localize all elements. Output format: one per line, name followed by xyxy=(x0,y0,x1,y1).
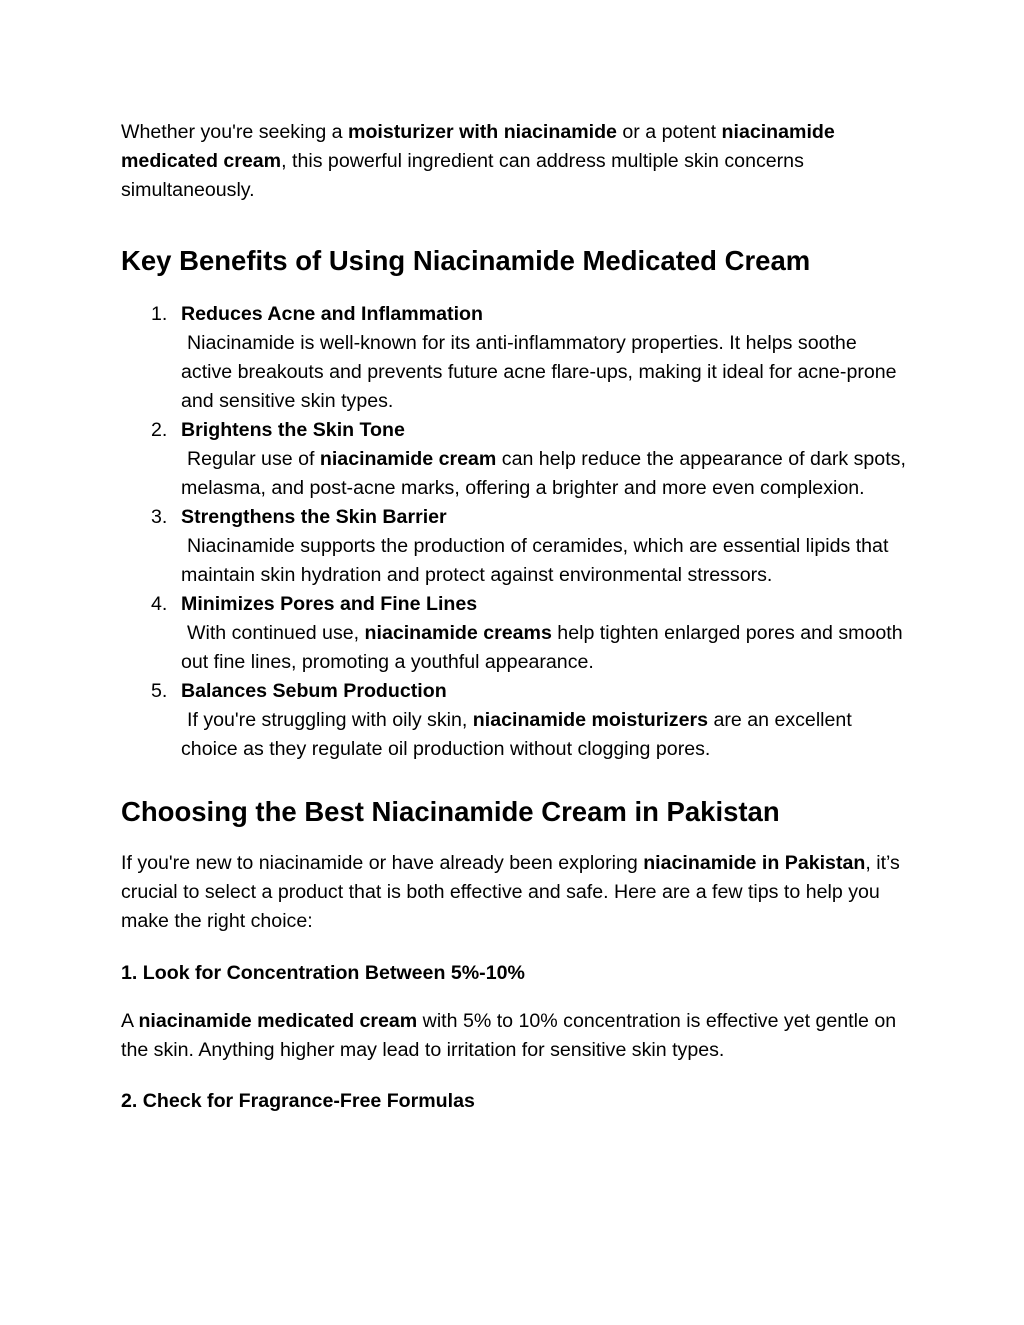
intro-text: , this powerful ingredient can address multiple skin concerns simultaneously. xyxy=(121,150,804,201)
benefit-text: Regular use of xyxy=(187,448,320,470)
benefit-description xyxy=(181,445,911,503)
paragraph-text: with 5% to 10% concentration is effective yet gentle on the skin. Anything higher may lead to irritation for sensitive skin types. xyxy=(121,1010,897,1061)
benefit-item xyxy=(121,503,911,590)
benefit-description xyxy=(181,329,911,416)
tip-paragraph-concentration xyxy=(121,1007,911,1065)
benefit-item xyxy=(121,590,911,677)
intro-text: Whether you're seeking a xyxy=(121,121,349,143)
benefit-item xyxy=(121,677,911,764)
document-content xyxy=(121,118,911,1116)
benefit-text: Niacinamide supports the production of ceramides, which are essential lipids that maintain skin hydration and protect against environmental stressors. xyxy=(181,535,889,586)
benefit-item xyxy=(121,300,911,416)
paragraph-text: A xyxy=(121,1010,139,1032)
benefit-keyword: niacinamide creams xyxy=(364,622,552,644)
benefit-number: 4. xyxy=(151,593,168,615)
paragraph-text: , it’s crucial to select a product that is both effective and safe. Here are a few tips to help you make the right choice: xyxy=(121,852,900,932)
benefit-title: Balances Sebum Production xyxy=(181,680,447,702)
benefit-number: 1. xyxy=(151,303,168,325)
section-heading-key-benefits: Key Benefits of Using Niacinamide Medicated Cream xyxy=(121,245,811,276)
benefit-text: If you're struggling with oily skin, xyxy=(187,709,473,731)
intro-paragraph xyxy=(121,118,911,205)
choosing-paragraph xyxy=(121,849,911,936)
benefits-list xyxy=(121,300,911,764)
paragraph-keyword: niacinamide in Pakistan xyxy=(643,852,866,874)
section-heading-choosing: Choosing the Best Niacinamide Cream in Pakistan xyxy=(121,796,780,827)
intro-keyword: niacinamide medicated cream xyxy=(121,121,835,172)
benefit-item xyxy=(121,416,911,503)
benefit-title: Reduces Acne and Inflammation xyxy=(181,303,483,325)
benefit-text: With continued use, xyxy=(187,622,365,644)
benefit-text: are an excellent choice as they regulate oil production without clogging pores. xyxy=(181,709,852,760)
benefit-number: 5. xyxy=(151,680,168,702)
benefit-number: 3. xyxy=(151,506,168,528)
benefit-keyword: niacinamide moisturizers xyxy=(472,709,708,731)
benefit-title: Minimizes Pores and Fine Lines xyxy=(181,593,478,615)
benefit-text: help tighten enlarged pores and smooth out fine lines, promoting a youthful appearance. xyxy=(181,622,903,673)
benefit-text: can help reduce the appearance of dark spots, melasma, and post-acne marks, offering a brighter and more even complexion. xyxy=(181,448,906,499)
benefit-number: 2. xyxy=(151,419,168,441)
intro-keyword: moisturizer with niacinamide xyxy=(348,121,617,143)
benefit-description xyxy=(181,619,911,677)
paragraph-text: If you're new to niacinamide or have already been exploring xyxy=(121,852,644,874)
benefit-title: Brightens the Skin Tone xyxy=(181,419,405,441)
benefit-text: Niacinamide is well-known for its anti-inflammatory properties. It helps soothe active breakouts and prevents future acne flare-ups, making it ideal for acne-prone and sensitive skin types. xyxy=(181,332,897,412)
benefit-title: Strengthens the Skin Barrier xyxy=(181,506,447,528)
benefit-description xyxy=(181,532,911,590)
benefit-keyword: niacinamide cream xyxy=(319,448,497,470)
intro-text: or a potent xyxy=(616,121,722,143)
tip-heading-concentration: 1. Look for Concentration Between 5%-10% xyxy=(121,962,525,984)
tip-heading-fragrance-free: 2. Check for Fragrance-Free Formulas xyxy=(121,1090,475,1112)
benefit-description xyxy=(181,706,911,764)
paragraph-keyword: niacinamide medicated cream xyxy=(138,1010,418,1032)
